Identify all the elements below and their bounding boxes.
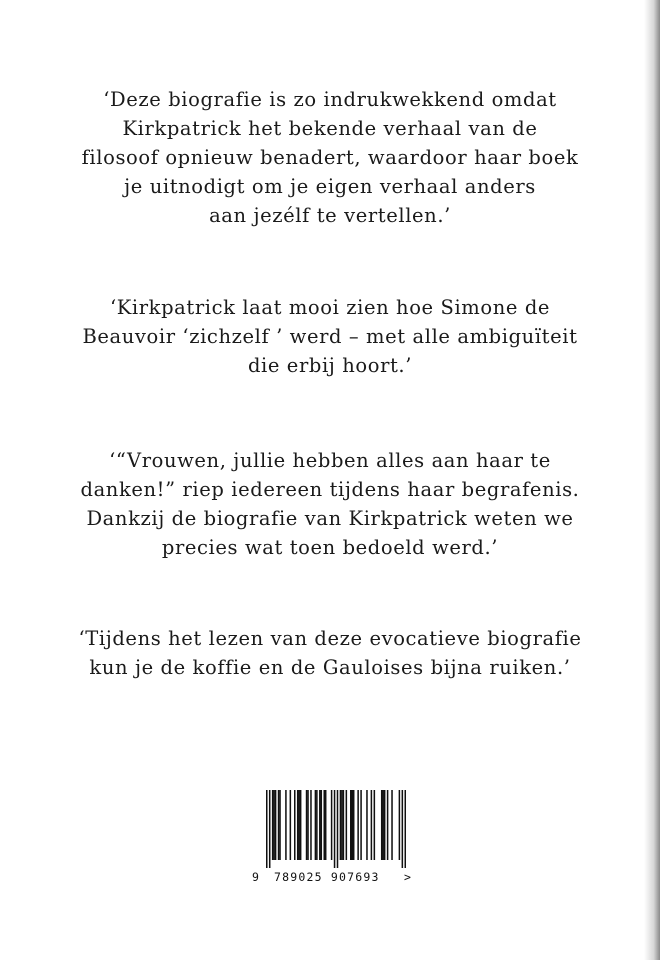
- barcode-bar: [382, 790, 384, 860]
- barcode-bar: [272, 790, 274, 860]
- review-quote-4: [40, 624, 620, 682]
- barcode-bar: [306, 790, 308, 860]
- barcode-bar: [331, 790, 333, 860]
- barcode-bar: [315, 790, 317, 860]
- quote-line: ‘Tijdens het lezen van deze evocatieve biografie: [78, 627, 582, 650]
- barcode-bar: [402, 790, 404, 868]
- review-quote-1: [40, 85, 620, 230]
- isbn-lead-digit: 9: [252, 870, 260, 884]
- quote-line: kun je de koffie en de Gauloises bijna ruiken.’: [89, 656, 571, 679]
- barcode-bar: [294, 790, 296, 860]
- barcode-bar: [297, 790, 299, 860]
- barcode-bar: [285, 790, 287, 860]
- barcode-bar: [266, 790, 268, 868]
- quote-line: ‘“Vrouwen, jullie hebben alles aan haar te: [109, 449, 551, 472]
- barcode-bar: [316, 790, 318, 860]
- barcode-bar: [321, 790, 323, 860]
- page-edge-shadow: [644, 0, 660, 960]
- barcode-bars: [266, 790, 406, 868]
- barcode-bar: [325, 790, 327, 860]
- barcode-bar: [341, 790, 343, 860]
- barcode-bar: [273, 790, 275, 860]
- isbn-barcode: [250, 790, 420, 890]
- quote-line: Dankzij de biografie van Kirkpatrick weten we: [86, 507, 574, 530]
- barcode-bar: [346, 790, 348, 860]
- barcode-bar: [278, 790, 280, 860]
- barcode-bar: [343, 790, 345, 860]
- barcode-bar: [391, 790, 393, 860]
- barcode-bar: [374, 790, 376, 860]
- barcode-bar: [353, 790, 355, 860]
- quote-line: Kirkpatrick het bekende verhaal van de: [122, 117, 538, 140]
- barcode-bar: [269, 790, 271, 868]
- quote-line: ‘Deze biografie is zo indrukwekkend omdat: [103, 88, 557, 111]
- barcode-bar: [337, 790, 339, 868]
- barcode-bar: [307, 790, 309, 860]
- quote-line: aan jezélf te vertellen.’: [209, 204, 451, 227]
- quote-line: filosoof opnieuw benadert, waardoor haar boek: [81, 146, 579, 169]
- barcode-bar: [351, 790, 353, 860]
- quote-line: die erbij hoort.’: [247, 354, 413, 377]
- barcode-bar: [279, 790, 281, 860]
- barcode-bar: [298, 790, 300, 860]
- quote-line: je uitnodigt om je eigen verhaal anders: [124, 175, 536, 198]
- barcode-bar: [319, 790, 321, 860]
- quote-line: danken!” riep iedereen tijdens haar begrafenis.: [80, 478, 580, 501]
- barcode-bar: [405, 790, 406, 868]
- barcode-bar: [334, 790, 336, 868]
- review-quote-3: [40, 446, 620, 562]
- barcode-bar: [300, 790, 302, 860]
- isbn-arrow: >: [404, 870, 412, 884]
- barcode-bar: [290, 790, 292, 860]
- barcode-bar: [357, 790, 359, 860]
- barcode-bar: [399, 790, 401, 860]
- barcode-bar: [371, 790, 373, 860]
- barcode-bar: [384, 790, 386, 860]
- quote-line: ‘Kirkpatrick laat mooi zien hoe Simone de: [109, 296, 551, 319]
- barcode-bar: [275, 790, 277, 860]
- barcode-bar: [387, 790, 389, 860]
- barcode-bar: [366, 790, 368, 860]
- barcode-bar: [323, 790, 325, 860]
- review-quote-2: [40, 293, 620, 380]
- quote-line: precies wat toen bedoeld werd.’: [161, 536, 499, 559]
- barcode-bar: [360, 790, 362, 860]
- barcode-bar: [350, 790, 352, 860]
- barcode-bar: [340, 790, 342, 860]
- barcode-bar: [381, 790, 383, 860]
- quote-line: Beauvoir ‘zichzelf ’ werd – met alle ambiguïteit: [82, 325, 578, 348]
- isbn-digits: 789025 907693: [274, 870, 380, 884]
- barcode-bar: [310, 790, 312, 860]
